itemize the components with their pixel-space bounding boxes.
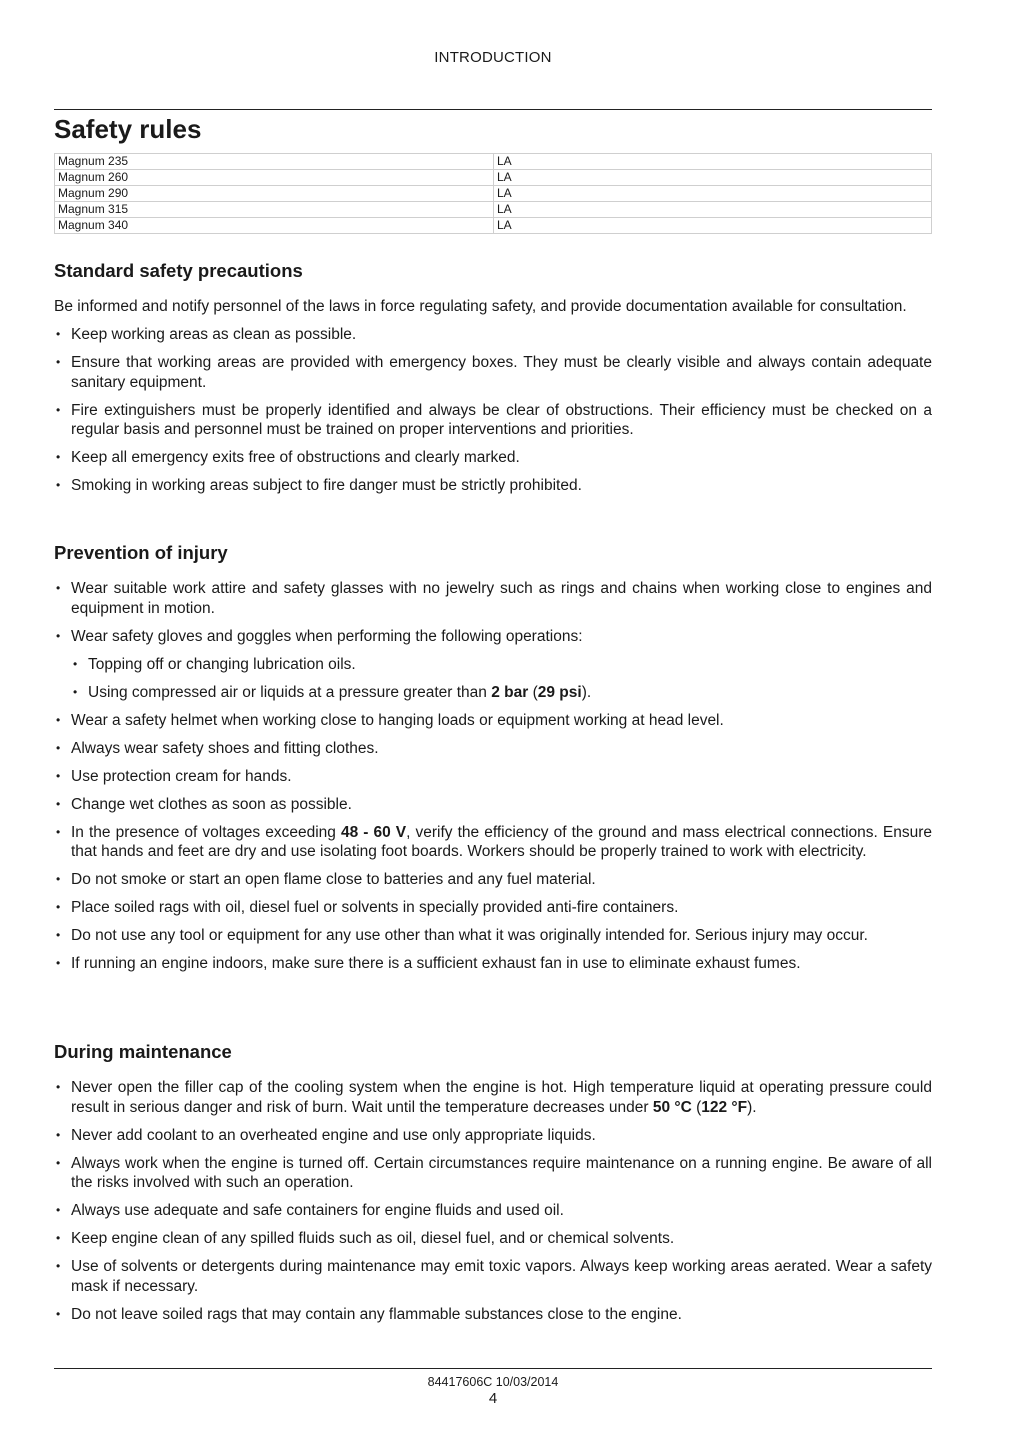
section-heading: Prevention of injury [54, 542, 228, 563]
section-during-maintenance [54, 1040, 932, 1324]
voltage-value: 48 - 60 V [340, 823, 407, 841]
sub-list-item: • Topping off or changing lubrication oils. [54, 655, 932, 675]
list-item: • Fire extinguishers must be properly identified and always be clear of obstructions. Their efficiency must be checked on a regular basis and personnel must be trained on proper interventions and priorities. [54, 401, 932, 440]
list-item [54, 1078, 932, 1117]
footer-rule [54, 1368, 932, 1369]
item-text: ). [747, 1098, 757, 1116]
list-item: • Wear suitable work attire and safety glasses with no jewelry such as rings and chains when working close to engines and equipment in motion. [54, 579, 932, 618]
model-cell: Magnum 315 [55, 202, 494, 218]
model-cell: Magnum 340 [55, 218, 494, 234]
list-item: • If running an engine indoors, make sure there is a sufficient exhaust fan in use to eliminate exhaust fumes. [54, 954, 932, 974]
model-cell: Magnum 290 [55, 186, 494, 202]
pressure-psi-value: 29 psi [537, 683, 582, 701]
region-cell: LA [494, 202, 932, 218]
item-text: ). [581, 683, 592, 701]
document-page [54, 0, 932, 1448]
model-applicability-table [54, 153, 932, 234]
list-item: • Use of solvents or detergents during maintenance may emit toxic vapors. Always keep working areas aerated. Wear a safety mask if necessary. [54, 1257, 932, 1296]
precautions-list [54, 325, 932, 496]
list-item: • Always work when the engine is turned off. Certain circumstances require maintenance on a running engine. Be aware of all the risks involved with such an operation. [54, 1154, 932, 1193]
table-row [55, 154, 932, 170]
injury-prevention-list [54, 579, 932, 974]
pressure-bar-value: 2 bar [491, 683, 529, 701]
region-cell: LA [494, 154, 932, 170]
list-item: • Ensure that working areas are provided with emergency boxes. They must be clearly visible and always contain adequate sanitary equipment. [54, 353, 932, 392]
maintenance-list [54, 1078, 932, 1324]
list-item: • Wear safety gloves and goggles when performing the following operations: [54, 627, 932, 647]
page-title: Safety rules [54, 114, 202, 144]
item-text: ( [691, 1098, 702, 1116]
header-rule [54, 109, 932, 110]
model-cell: Magnum 235 [55, 154, 494, 170]
item-text: In the presence of voltages exceeding [71, 823, 341, 841]
sub-list-item [54, 683, 932, 703]
section-standard-precautions [54, 259, 932, 496]
list-item: • Wear a safety helmet when working close to hanging loads or equipment working at head level. [54, 711, 932, 731]
document-id: 84417606C 10/03/2014 [427, 1375, 559, 1389]
list-item: • Do not use any tool or equipment for any use other than what it was originally intended for. Serious injury may occur. [54, 926, 932, 946]
table-row [55, 186, 932, 202]
list-item: • Keep all emergency exits free of obstructions and clearly marked. [54, 448, 932, 468]
list-item: • Smoking in working areas subject to fire danger must be strictly prohibited. [54, 476, 932, 496]
list-item: • Do not smoke or start an open flame close to batteries and any fuel material. [54, 870, 932, 890]
list-item: • Always wear safety shoes and fitting clothes. [54, 739, 932, 759]
region-cell: LA [494, 170, 932, 186]
list-item: • Place soiled rags with oil, diesel fuel or solvents in specially provided anti-fire containers. [54, 898, 932, 918]
list-item: • Keep working areas as clean as possible. [54, 325, 932, 345]
table-row [55, 202, 932, 218]
section-heading: Standard safety precautions [54, 260, 303, 281]
list-item: • Use protection cream for hands. [54, 767, 932, 787]
running-head: INTRODUCTION [434, 49, 552, 66]
table-row [55, 170, 932, 186]
page-number: 4 [488, 1390, 498, 1407]
section-intro: Be informed and notify personnel of the laws in force regulating safety, and provide documentation available for consultation. [54, 298, 907, 315]
region-cell: LA [494, 218, 932, 234]
list-item: • Always use adequate and safe containers for engine fluids and used oil. [54, 1201, 932, 1221]
list-item: • Never add coolant to an overheated engine and use only appropriate liquids. [54, 1126, 932, 1146]
region-cell: LA [494, 186, 932, 202]
item-text: , verify the efficiency of the ground and mass electrical connections. Ensure that hands and feet are dry and use isolating foot boards. Workers should be properly trained to work with electricity. [71, 823, 932, 860]
section-heading: During maintenance [54, 1041, 232, 1062]
list-item: • Change wet clothes as soon as possible. [54, 795, 932, 815]
list-item: • Keep engine clean of any spilled fluids such as oil, diesel fuel, and or chemical solvents. [54, 1229, 932, 1249]
item-text: Using compressed air or liquids at a pressure greater than [88, 683, 492, 701]
item-text: Never open the filler cap of the cooling system when the engine is hot. High temperature liquid at operating pressure could result in serious danger and risk of burn. Wait until the temperature decreases under [71, 1079, 932, 1116]
model-cell: Magnum 260 [55, 170, 494, 186]
section-prevention-of-injury [54, 541, 932, 974]
list-item [54, 823, 932, 862]
temperature-fahrenheit-value: 122 °F [701, 1098, 748, 1116]
temperature-celsius-value: 50 °C [652, 1098, 692, 1116]
list-item: • Do not leave soiled rags that may contain any flammable substances close to the engine. [54, 1305, 932, 1325]
item-text: ( [528, 683, 538, 701]
table-row [55, 218, 932, 234]
